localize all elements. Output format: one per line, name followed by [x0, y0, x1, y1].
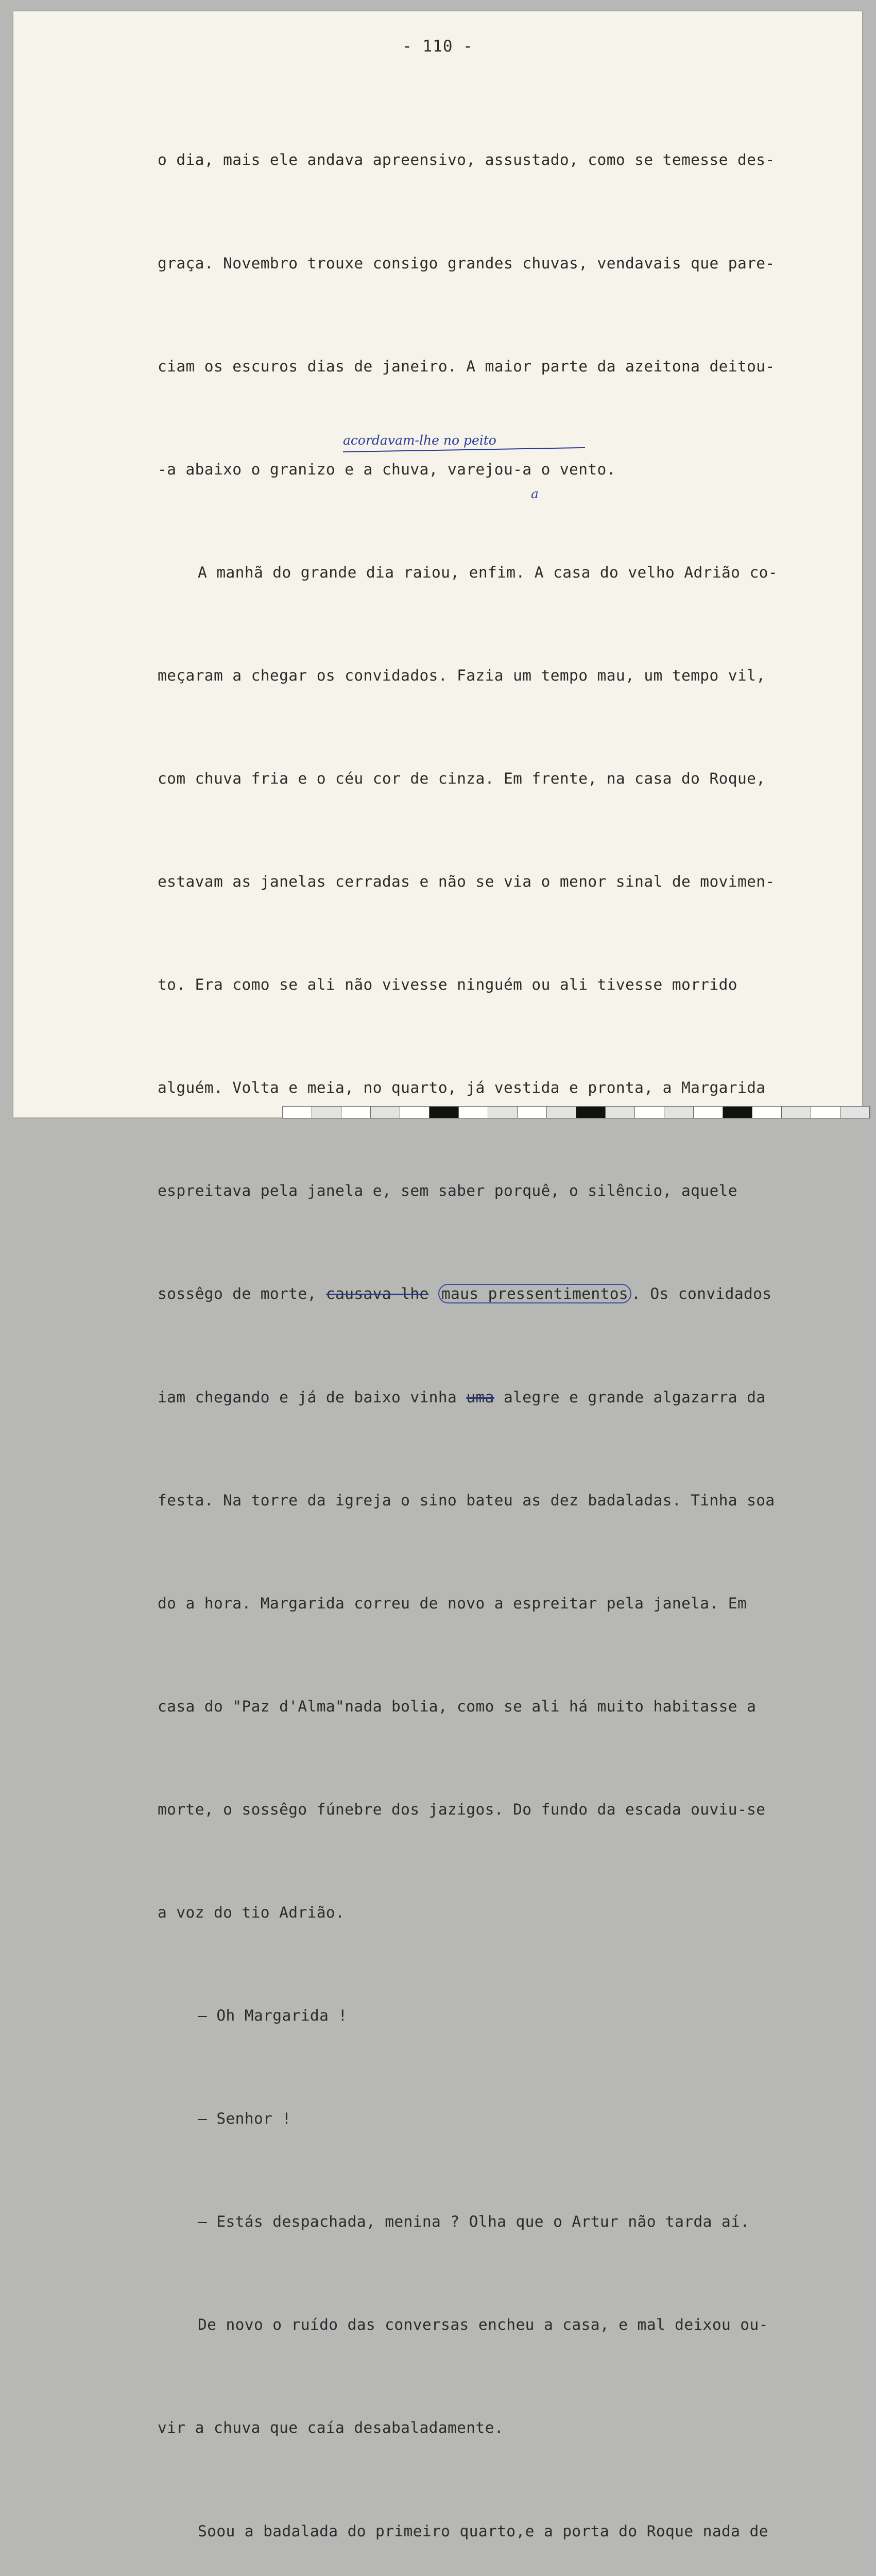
handwritten-correction: a	[531, 486, 539, 501]
text-line: festa. Na torre da igreja o sino bateu as dez badaladas. Tinha soa	[158, 1491, 775, 1509]
circled-phrase: maus pressentimentos	[438, 1284, 631, 1303]
line-tail: alegre e grande algazarra da	[494, 1388, 766, 1406]
text-line: ciam os escuros dias de janeiro. A maior parte da azeitona deitou-	[158, 357, 775, 375]
color-scale-bar	[282, 1106, 870, 1118]
text-line	[158, 1380, 858, 1415]
text-line: espreitava pela janela e, sem saber porquê, o silêncio, aquele	[158, 1182, 737, 1200]
handwritten-insertion: acordavam-lhe no peito	[343, 433, 496, 448]
text-line: alguém. Volta e meia, no quarto, já vestida e pronta, a Margarida	[158, 1079, 766, 1097]
text-line: De novo o ruído das conversas encheu a casa, e mal deixou ou-	[198, 2316, 768, 2334]
text-line: -a abaixo o granizo e a chuva, varejou-a o vento.	[158, 460, 616, 478]
text-line: o dia, mais ele andava apreensivo, assustado, como se temesse des-	[158, 151, 775, 169]
text-line: to. Era como se ali não vivesse ninguém ou ali tivesse morrido	[158, 976, 737, 994]
text-line	[158, 1277, 858, 1311]
page-number: - 110 -	[402, 37, 473, 56]
text-line: graça. Novembro trouxe consigo grandes chuvas, vendavais que pare-	[158, 254, 775, 272]
document-page	[13, 11, 862, 2540]
text-line: — Senhor !	[198, 2110, 291, 2128]
text-line: com chuva fria e o céu cor de cinza. Em frente, na casa do Roque,	[158, 769, 766, 787]
line-start: iam chegando e já de baixo vinha	[158, 1388, 457, 1406]
text-line: casa do "Paz d'Alma"nada bolia, como se ali há muito habitasse a	[158, 1697, 757, 1715]
text-line: A manhã do grande dia raiou, enfim. A casa do velho Adrião co-	[198, 563, 778, 581]
text-line: meçaram a chegar os convidados. Fazia um tempo mau, um tempo vil,	[158, 666, 766, 684]
line-tail: . Os convidados	[631, 1285, 772, 1303]
struck-word: causava-lhe	[325, 1285, 429, 1303]
line-start: sossêgo de morte,	[158, 1285, 317, 1303]
text-line: a voz do tio Adrião.	[158, 1904, 345, 1921]
text-line: morte, o sossêgo fúnebre dos jazigos. Do fundo da escada ouviu-se	[158, 1800, 766, 1818]
text-line: do a hora. Margarida correu de novo a espreitar pela janela. Em	[158, 1594, 747, 1612]
text-line: vir a chuva que caía desabaladamente.	[158, 2419, 504, 2437]
text-line: — Oh Margarida !	[198, 2007, 348, 2025]
text-line: — Estás despachada, menina ? Olha que o Artur não tarda aí.	[198, 2213, 750, 2231]
text-line: Soou a badalada do primeiro quarto,e a porta do Roque nada de	[198, 2522, 768, 2540]
text-line: estavam as janelas cerradas e não se via o menor sinal de movimen-	[158, 873, 775, 891]
struck-word: uma	[466, 1388, 494, 1406]
